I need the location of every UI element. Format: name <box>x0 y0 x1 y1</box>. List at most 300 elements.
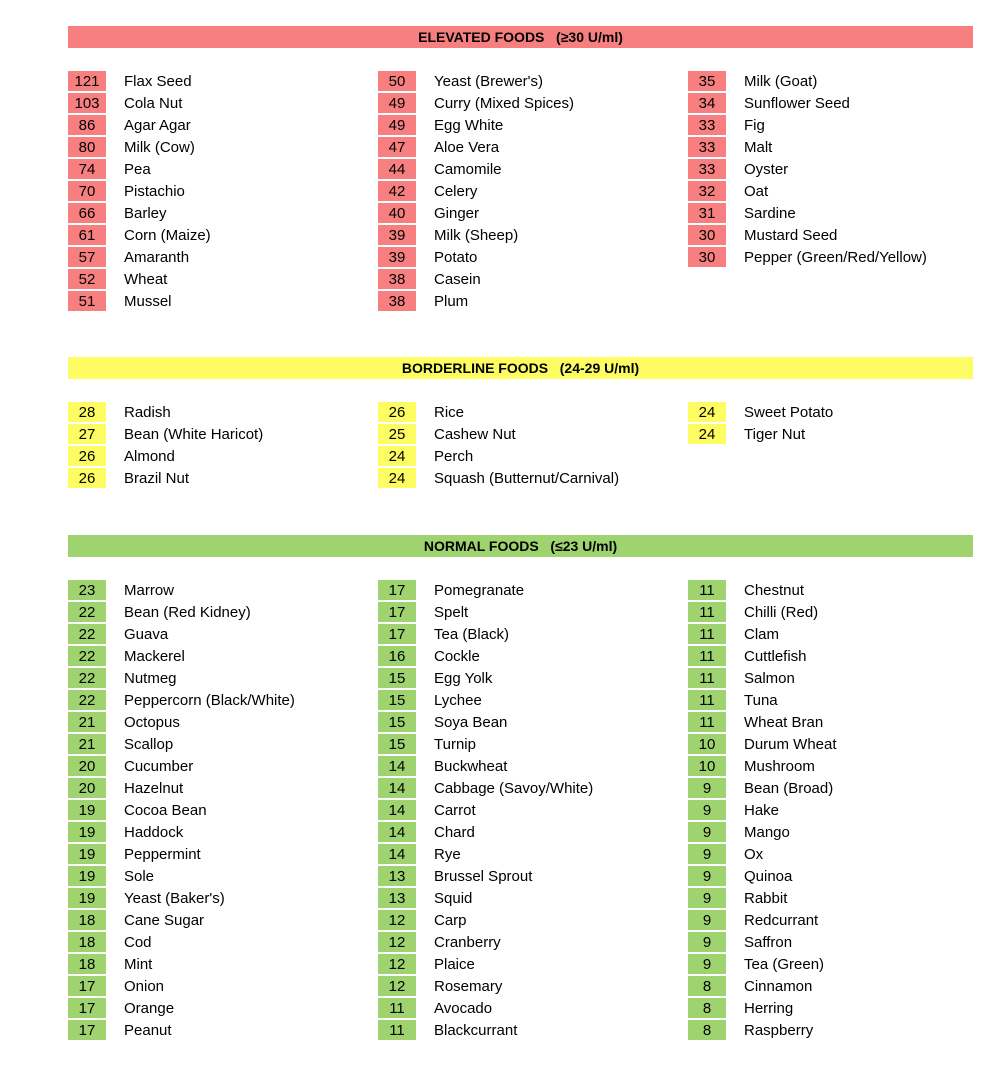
normal-food-row <box>378 865 678 887</box>
normal-food-row <box>688 689 988 711</box>
elevated-food-row <box>378 114 678 136</box>
normal-food-row <box>688 843 988 865</box>
reactivity-value: 39 <box>378 225 416 245</box>
elevated-food-row <box>378 70 678 92</box>
normal-foods-title: NORMAL FOODS (≤23 U/ml) <box>423 538 618 554</box>
reactivity-value: 47 <box>378 137 416 157</box>
elevated-food-row <box>68 268 368 290</box>
normal-food-row <box>688 887 988 909</box>
reactivity-value: 9 <box>688 866 726 886</box>
reactivity-value: 9 <box>688 910 726 930</box>
food-name: Sole <box>124 867 155 885</box>
food-name: Aloe Vera <box>434 138 500 156</box>
elevated-food-row <box>378 92 678 114</box>
elevated-food-row <box>68 92 368 114</box>
food-name: Mushroom <box>744 757 815 775</box>
reactivity-value: 17 <box>378 580 416 600</box>
borderline-column-2 <box>378 401 678 489</box>
food-name: Ginger <box>434 204 480 222</box>
reactivity-value: 40 <box>378 203 416 223</box>
reactivity-value: 10 <box>688 756 726 776</box>
food-name: Mint <box>124 955 153 973</box>
food-name: Barley <box>124 204 167 222</box>
reactivity-value: 49 <box>378 115 416 135</box>
reactivity-value: 19 <box>68 822 106 842</box>
borderline-food-row <box>68 445 368 467</box>
food-name: Chard <box>434 823 475 841</box>
borderline-foods-header <box>68 357 973 379</box>
elevated-food-row <box>688 202 988 224</box>
normal-food-row <box>68 975 368 997</box>
reactivity-value: 16 <box>378 646 416 666</box>
reactivity-value: 12 <box>378 910 416 930</box>
reactivity-value: 52 <box>68 269 106 289</box>
reactivity-value: 8 <box>688 998 726 1018</box>
reactivity-value: 11 <box>688 646 726 666</box>
reactivity-value: 51 <box>68 291 106 311</box>
food-name: Spelt <box>434 603 469 621</box>
reactivity-value: 121 <box>68 71 106 91</box>
reactivity-value: 12 <box>378 932 416 952</box>
food-name: Saffron <box>744 933 793 951</box>
food-name: Sunflower Seed <box>744 94 850 112</box>
food-name: Potato <box>434 248 478 266</box>
reactivity-value: 42 <box>378 181 416 201</box>
normal-food-row <box>688 579 988 601</box>
elevated-food-row <box>68 290 368 312</box>
food-name: Bean (Broad) <box>744 779 834 797</box>
food-name: Cocoa Bean <box>124 801 207 819</box>
borderline-food-row <box>378 423 678 445</box>
reactivity-value: 31 <box>688 203 726 223</box>
reactivity-value: 24 <box>688 402 726 422</box>
food-name: Quinoa <box>744 867 793 885</box>
food-name: Cashew Nut <box>434 425 516 443</box>
food-name: Orange <box>124 999 175 1017</box>
normal-food-row <box>68 755 368 777</box>
elevated-food-row <box>378 246 678 268</box>
normal-food-row <box>378 1019 678 1041</box>
borderline-food-row <box>688 423 988 445</box>
normal-food-row <box>68 997 368 1019</box>
elevated-food-row <box>688 70 988 92</box>
borderline-column-1 <box>68 401 368 489</box>
reactivity-value: 9 <box>688 844 726 864</box>
elevated-food-row <box>68 158 368 180</box>
normal-food-row <box>378 953 678 975</box>
normal-food-row <box>68 865 368 887</box>
reactivity-value: 19 <box>68 800 106 820</box>
reactivity-value: 11 <box>688 624 726 644</box>
food-name: Wheat <box>124 270 168 288</box>
reactivity-value: 18 <box>68 954 106 974</box>
normal-food-row <box>68 733 368 755</box>
food-name: Carp <box>434 911 467 929</box>
food-name: Rosemary <box>434 977 503 995</box>
food-name: Bean (Red Kidney) <box>124 603 251 621</box>
reactivity-value: 86 <box>68 115 106 135</box>
food-name: Peppercorn (Black/White) <box>124 691 295 709</box>
normal-food-row <box>68 909 368 931</box>
reactivity-value: 57 <box>68 247 106 267</box>
elevated-food-row <box>688 246 988 268</box>
food-name: Casein <box>434 270 481 288</box>
food-name: Mango <box>744 823 790 841</box>
food-name: Plaice <box>434 955 475 973</box>
elevated-food-row <box>68 70 368 92</box>
food-name: Cockle <box>434 647 480 665</box>
food-name: Milk (Goat) <box>744 72 818 90</box>
food-name: Tuna <box>744 691 778 709</box>
reactivity-value: 9 <box>688 800 726 820</box>
elevated-food-row <box>378 224 678 246</box>
reactivity-value: 22 <box>68 646 106 666</box>
reactivity-value: 18 <box>68 932 106 952</box>
reactivity-value: 19 <box>68 888 106 908</box>
reactivity-value: 20 <box>68 778 106 798</box>
normal-food-row <box>378 975 678 997</box>
reactivity-value: 11 <box>688 602 726 622</box>
food-name: Sardine <box>744 204 796 222</box>
normal-food-row <box>68 601 368 623</box>
food-name: Pepper (Green/Red/Yellow) <box>744 248 927 266</box>
elevated-food-row <box>688 158 988 180</box>
elevated-food-row <box>378 202 678 224</box>
food-name: Fig <box>744 116 765 134</box>
reactivity-value: 13 <box>378 888 416 908</box>
reactivity-value: 23 <box>68 580 106 600</box>
normal-foods-header <box>68 535 973 557</box>
normal-food-row <box>688 865 988 887</box>
normal-food-row <box>68 953 368 975</box>
food-name: Blackcurrant <box>434 1021 518 1039</box>
food-name: Ox <box>744 845 764 863</box>
reactivity-value: 14 <box>378 844 416 864</box>
food-name: Soya Bean <box>434 713 508 731</box>
food-name: Tiger Nut <box>744 425 806 443</box>
normal-food-row <box>378 623 678 645</box>
borderline-column-3 <box>688 401 988 445</box>
reactivity-value: 19 <box>68 844 106 864</box>
food-name: Pomegranate <box>434 581 525 599</box>
food-name: Mackerel <box>124 647 185 665</box>
food-name: Mustard Seed <box>744 226 838 244</box>
food-name: Carrot <box>434 801 476 819</box>
reactivity-value: 33 <box>688 137 726 157</box>
reactivity-value: 33 <box>688 115 726 135</box>
elevated-food-row <box>378 158 678 180</box>
reactivity-value: 103 <box>68 93 106 113</box>
normal-food-row <box>378 601 678 623</box>
reactivity-value: 17 <box>378 602 416 622</box>
food-name: Squid <box>434 889 473 907</box>
food-name: Almond <box>124 447 175 465</box>
reactivity-value: 11 <box>688 690 726 710</box>
borderline-foods-title: BORDERLINE FOODS (24-29 U/ml) <box>401 360 640 376</box>
food-name: Rabbit <box>744 889 788 907</box>
food-name: Octopus <box>124 713 180 731</box>
normal-food-row <box>688 997 988 1019</box>
reactivity-value: 14 <box>378 800 416 820</box>
reactivity-value: 11 <box>688 668 726 688</box>
elevated-food-row <box>688 92 988 114</box>
normal-food-row <box>378 579 678 601</box>
reactivity-value: 17 <box>68 998 106 1018</box>
elevated-food-row <box>68 246 368 268</box>
food-name: Raspberry <box>744 1021 814 1039</box>
normal-food-row <box>68 843 368 865</box>
food-name: Cuttlefish <box>744 647 807 665</box>
reactivity-value: 17 <box>68 976 106 996</box>
normal-food-row <box>688 1019 988 1041</box>
food-name: Sweet Potato <box>744 403 834 421</box>
normal-food-row <box>688 931 988 953</box>
food-name: Scallop <box>124 735 174 753</box>
reactivity-value: 14 <box>378 778 416 798</box>
reactivity-value: 49 <box>378 93 416 113</box>
borderline-food-row <box>68 423 368 445</box>
reactivity-value: 66 <box>68 203 106 223</box>
reactivity-value: 11 <box>378 1020 416 1040</box>
normal-food-row <box>68 711 368 733</box>
normal-food-row <box>688 601 988 623</box>
reactivity-value: 22 <box>68 668 106 688</box>
normal-food-row <box>688 645 988 667</box>
normal-food-row <box>378 755 678 777</box>
food-name: Milk (Cow) <box>124 138 195 156</box>
reactivity-value: 26 <box>378 402 416 422</box>
food-name: Cod <box>124 933 152 951</box>
normal-food-row <box>688 667 988 689</box>
food-name: Cola Nut <box>124 94 183 112</box>
food-name: Lychee <box>434 691 482 709</box>
food-name: Pistachio <box>124 182 185 200</box>
food-name: Yeast (Brewer's) <box>434 72 544 90</box>
food-name: Onion <box>124 977 165 995</box>
food-name: Tea (Black) <box>434 625 510 643</box>
reactivity-value: 74 <box>68 159 106 179</box>
normal-food-row <box>688 711 988 733</box>
food-name: Peppermint <box>124 845 201 863</box>
food-name: Guava <box>124 625 169 643</box>
elevated-food-row <box>688 224 988 246</box>
food-name: Cranberry <box>434 933 501 951</box>
reactivity-value: 20 <box>68 756 106 776</box>
normal-food-row <box>68 777 368 799</box>
reactivity-value: 32 <box>688 181 726 201</box>
food-name: Marrow <box>124 581 175 599</box>
food-name: Wheat Bran <box>744 713 824 731</box>
elevated-food-row <box>68 224 368 246</box>
food-name: Cinnamon <box>744 977 813 995</box>
reactivity-value: 27 <box>68 424 106 444</box>
reactivity-value: 24 <box>378 468 416 488</box>
reactivity-value: 22 <box>68 602 106 622</box>
reactivity-value: 26 <box>68 468 106 488</box>
reactivity-value: 15 <box>378 734 416 754</box>
reactivity-value: 24 <box>688 424 726 444</box>
elevated-food-row <box>688 180 988 202</box>
normal-food-row <box>378 909 678 931</box>
elevated-column-2 <box>378 70 678 312</box>
food-name: Camomile <box>434 160 502 178</box>
borderline-food-row <box>378 401 678 423</box>
reactivity-value: 9 <box>688 822 726 842</box>
borderline-food-row <box>378 467 678 489</box>
reactivity-value: 80 <box>68 137 106 157</box>
food-name: Cane Sugar <box>124 911 205 929</box>
food-name: Amaranth <box>124 248 190 266</box>
reactivity-value: 12 <box>378 954 416 974</box>
elevated-food-row <box>378 180 678 202</box>
food-name: Egg Yolk <box>434 669 493 687</box>
normal-food-row <box>688 975 988 997</box>
reactivity-value: 12 <box>378 976 416 996</box>
food-name: Egg White <box>434 116 504 134</box>
elevated-food-row <box>688 114 988 136</box>
elevated-food-row <box>688 136 988 158</box>
food-name: Radish <box>124 403 171 421</box>
reactivity-value: 39 <box>378 247 416 267</box>
reactivity-value: 15 <box>378 690 416 710</box>
normal-food-row <box>688 821 988 843</box>
reactivity-value: 14 <box>378 822 416 842</box>
reactivity-value: 50 <box>378 71 416 91</box>
reactivity-value: 9 <box>688 932 726 952</box>
reactivity-value: 10 <box>688 734 726 754</box>
reactivity-value: 28 <box>68 402 106 422</box>
normal-food-row <box>68 1019 368 1041</box>
reactivity-value: 19 <box>68 866 106 886</box>
elevated-column-3 <box>688 70 988 268</box>
normal-food-row <box>68 579 368 601</box>
food-name: Rye <box>434 845 461 863</box>
normal-food-row <box>68 689 368 711</box>
food-name: Herring <box>744 999 794 1017</box>
normal-column-1 <box>68 579 368 1041</box>
food-name: Mussel <box>124 292 172 310</box>
elevated-food-row <box>68 114 368 136</box>
reactivity-value: 25 <box>378 424 416 444</box>
normal-food-row <box>378 711 678 733</box>
borderline-food-row <box>378 445 678 467</box>
food-name: Peanut <box>124 1021 172 1039</box>
borderline-food-row <box>688 401 988 423</box>
elevated-food-row <box>68 136 368 158</box>
normal-food-row <box>68 667 368 689</box>
normal-food-row <box>68 821 368 843</box>
food-name: Celery <box>434 182 478 200</box>
reactivity-value: 35 <box>688 71 726 91</box>
reactivity-value: 24 <box>378 446 416 466</box>
normal-food-row <box>68 931 368 953</box>
reactivity-value: 34 <box>688 93 726 113</box>
reactivity-value: 11 <box>688 580 726 600</box>
food-name: Durum Wheat <box>744 735 837 753</box>
borderline-food-row <box>68 401 368 423</box>
elevated-foods-header <box>68 26 973 48</box>
normal-column-2 <box>378 579 678 1041</box>
reactivity-value: 15 <box>378 668 416 688</box>
reactivity-value: 21 <box>68 734 106 754</box>
reactivity-value: 11 <box>688 712 726 732</box>
reactivity-value: 33 <box>688 159 726 179</box>
food-name: Yeast (Baker's) <box>124 889 225 907</box>
food-name: Curry (Mixed Spices) <box>434 94 575 112</box>
food-name: Perch <box>434 447 474 465</box>
normal-food-row <box>378 997 678 1019</box>
food-name: Oyster <box>744 160 789 178</box>
reactivity-value: 17 <box>68 1020 106 1040</box>
normal-food-row <box>378 821 678 843</box>
reactivity-value: 13 <box>378 866 416 886</box>
elevated-column-1 <box>68 70 368 312</box>
borderline-food-row <box>68 467 368 489</box>
normal-food-row <box>688 777 988 799</box>
food-name: Oat <box>744 182 769 200</box>
food-name: Flax Seed <box>124 72 192 90</box>
elevated-foods-title: ELEVATED FOODS (≥30 U/ml) <box>418 29 623 45</box>
reactivity-value: 30 <box>688 247 726 267</box>
reactivity-value: 17 <box>378 624 416 644</box>
normal-food-row <box>378 799 678 821</box>
food-name: Brussel Sprout <box>434 867 533 885</box>
normal-food-row <box>378 667 678 689</box>
food-name: Pea <box>124 160 151 178</box>
normal-food-row <box>688 799 988 821</box>
elevated-food-row <box>378 290 678 312</box>
food-name: Cucumber <box>124 757 194 775</box>
food-name: Chestnut <box>744 581 805 599</box>
reactivity-value: 9 <box>688 888 726 908</box>
elevated-food-row <box>378 268 678 290</box>
food-name: Plum <box>434 292 469 310</box>
normal-food-row <box>688 953 988 975</box>
reactivity-value: 22 <box>68 690 106 710</box>
reactivity-value: 44 <box>378 159 416 179</box>
food-name: Turnip <box>434 735 476 753</box>
elevated-food-row <box>378 136 678 158</box>
reactivity-value: 9 <box>688 954 726 974</box>
food-name: Malt <box>744 138 773 156</box>
food-name: Tea (Green) <box>744 955 825 973</box>
reactivity-value: 15 <box>378 712 416 732</box>
normal-food-row <box>68 645 368 667</box>
normal-food-row <box>378 887 678 909</box>
normal-food-row <box>688 755 988 777</box>
food-name: Hazelnut <box>124 779 184 797</box>
normal-food-row <box>688 733 988 755</box>
reactivity-value: 30 <box>688 225 726 245</box>
food-name: Redcurrant <box>744 911 819 929</box>
food-name: Hake <box>744 801 780 819</box>
food-name: Haddock <box>124 823 184 841</box>
reactivity-value: 11 <box>378 998 416 1018</box>
normal-food-row <box>68 887 368 909</box>
reactivity-value: 21 <box>68 712 106 732</box>
food-name: Corn (Maize) <box>124 226 211 244</box>
normal-food-row <box>68 623 368 645</box>
food-name: Buckwheat <box>434 757 508 775</box>
food-name: Clam <box>744 625 780 643</box>
food-name: Salmon <box>744 669 795 687</box>
food-name: Nutmeg <box>124 669 177 687</box>
reactivity-value: 22 <box>68 624 106 644</box>
food-name: Agar Agar <box>124 116 191 134</box>
food-name: Cabbage (Savoy/White) <box>434 779 594 797</box>
food-name: Squash (Butternut/Carnival) <box>434 469 620 487</box>
reactivity-value: 38 <box>378 291 416 311</box>
